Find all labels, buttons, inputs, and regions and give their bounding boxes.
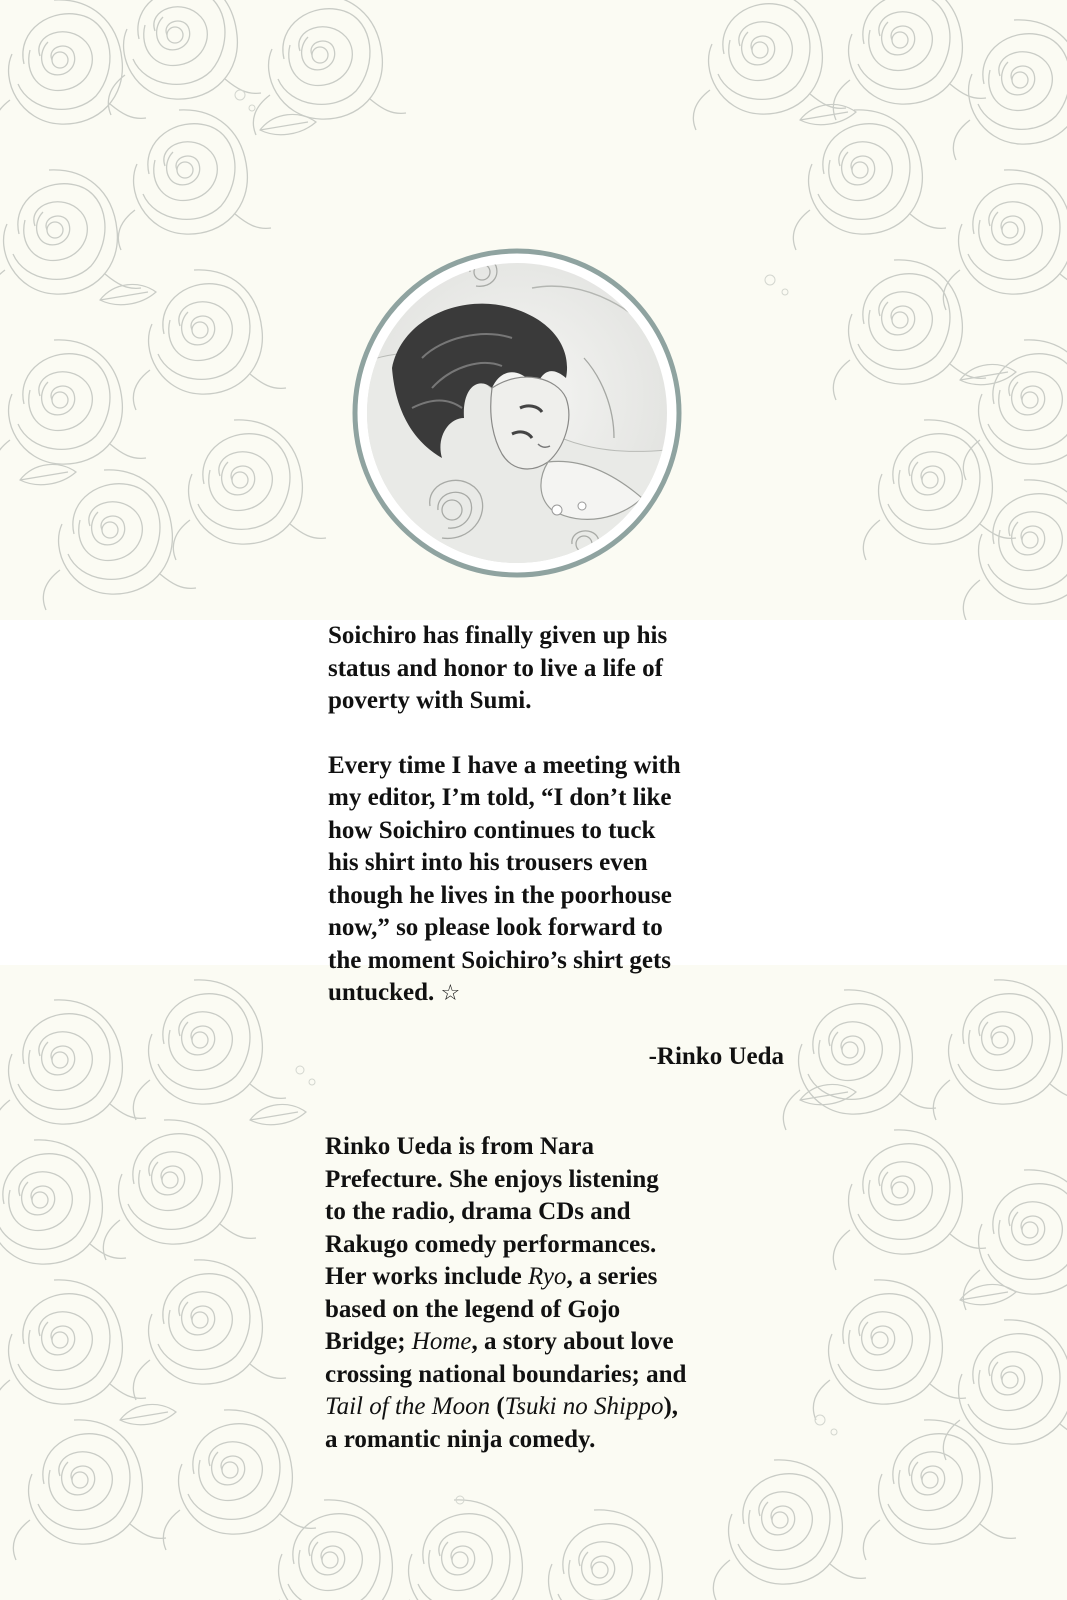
work-title-home: Home: [411, 1328, 472, 1355]
note-paragraph-2: [328, 750, 798, 1011]
work-title-ryo: Ryo: [528, 1263, 567, 1290]
bio-line: [325, 1326, 805, 1359]
bio-text: ),: [663, 1393, 679, 1420]
bio-text: Her works include: [325, 1263, 529, 1290]
bio-line: Rinko Ueda is from Nara: [325, 1133, 594, 1160]
work-title-tsuki-no-shippo: Tsuki no Shippo: [504, 1393, 664, 1420]
star-icon: ☆: [440, 981, 461, 1006]
bio-text: Bridge;: [325, 1328, 412, 1355]
bio-text: , a story about love: [471, 1328, 674, 1355]
bio-line: a romantic ninja comedy.: [325, 1425, 596, 1453]
note-paragraph-1: Soichiro has finally given up his status and honor to live a life of poverty with Sumi.: [328, 622, 668, 714]
bio-text: (: [490, 1393, 505, 1420]
work-title-tail-of-the-moon: Tail of the Moon: [325, 1393, 491, 1420]
bio-line: crossing national boundaries; and: [325, 1360, 687, 1388]
bio-line: [325, 1261, 805, 1294]
bio-line: to the radio, drama CDs and: [325, 1198, 631, 1225]
author-note: [328, 620, 798, 1011]
bio-line: based on the legend of Gojo: [325, 1295, 621, 1323]
note-paragraph-2-text: Every time I have a meeting with my editor, I’m told, “I don’t like how Soichiro continues to tuck his shirt into his trousers even though he lives in the poorhouse now,” so please look forward to the moment Soichiro’s shirt gets untucked.: [328, 751, 681, 1006]
author-bio: [325, 1131, 805, 1456]
bio-text: , a series: [566, 1263, 658, 1290]
author-portrait: [352, 248, 682, 578]
bio-line: [325, 1391, 805, 1424]
bio-line: Rakugo comedy performances.: [325, 1230, 657, 1258]
bio-line: Prefecture. She enjoys listening: [325, 1165, 659, 1193]
signature: -Rinko Ueda: [648, 1043, 784, 1070]
